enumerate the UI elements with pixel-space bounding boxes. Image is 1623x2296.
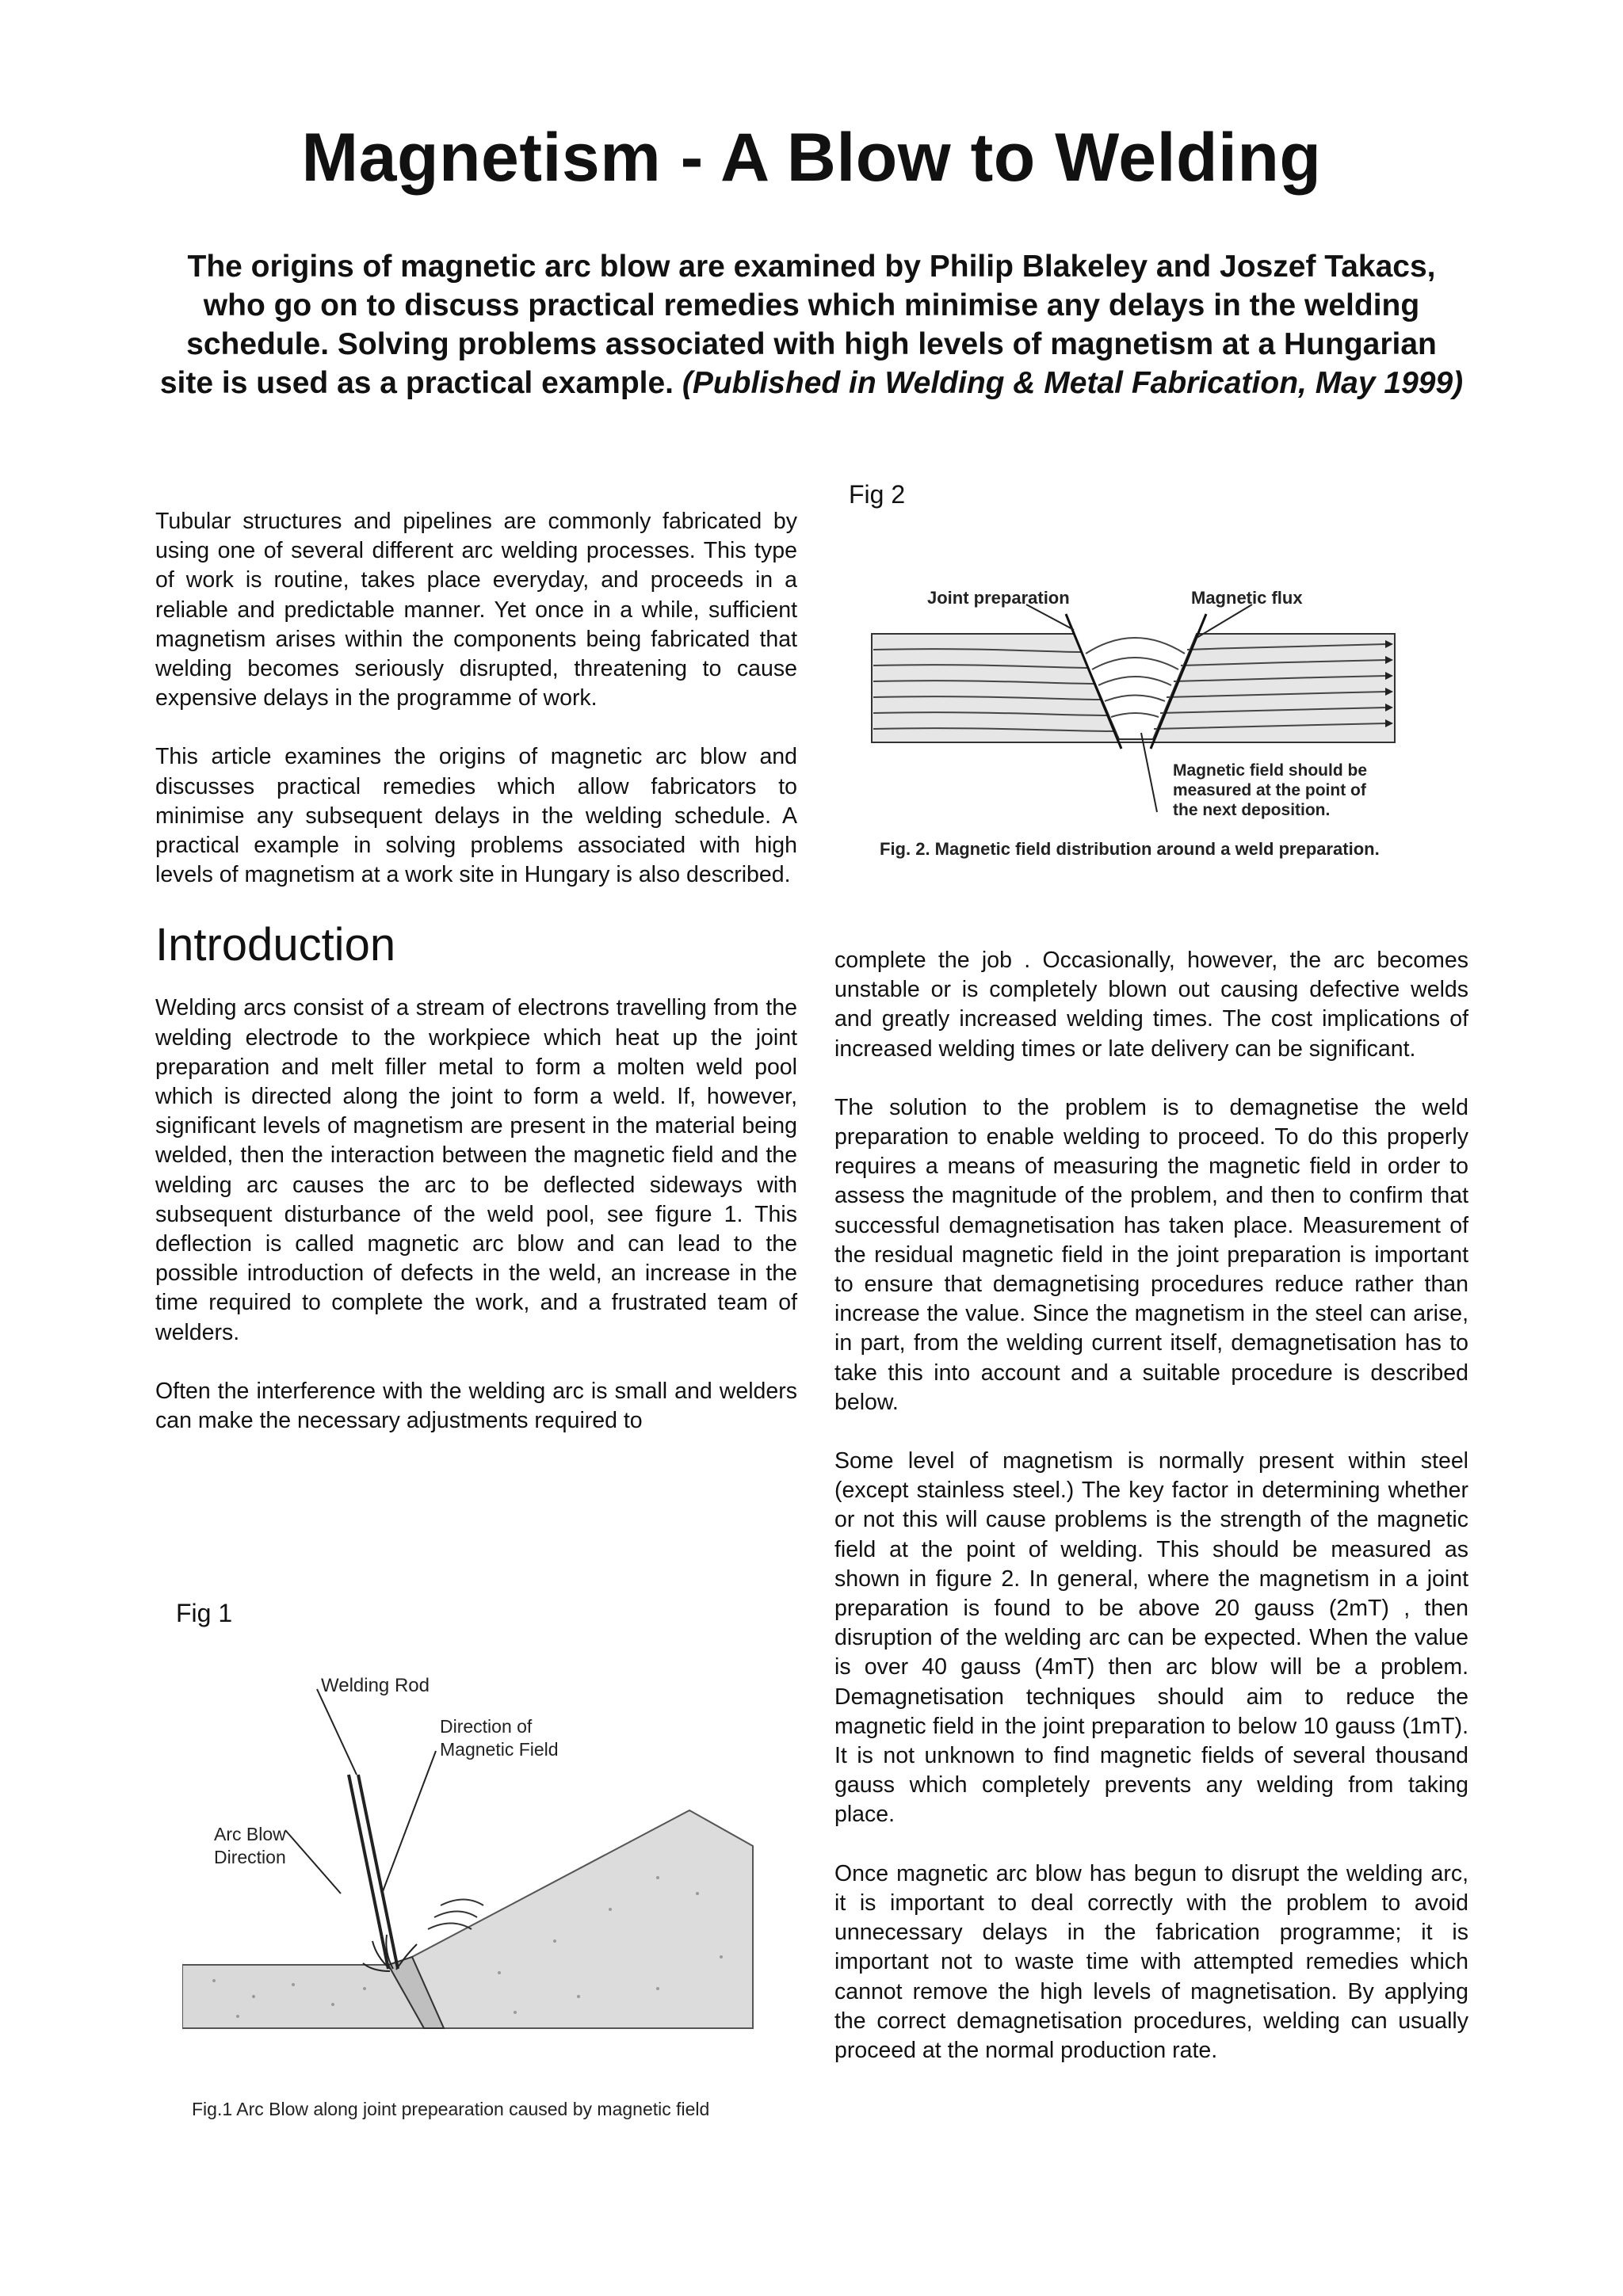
arc-blow-diagram [182, 1656, 785, 2131]
plate-left [182, 1965, 424, 2028]
page-title: Magnetism - A Blow to Welding [301, 120, 1322, 196]
steel-plate [872, 634, 1395, 742]
right-column [834, 946, 1468, 2095]
weld-preparation-diagram [824, 511, 1450, 915]
paragraph: This article examines the origins of magnetic arc blow and discusses practical remedies which allow fabricators to minimise any subsequent delays in the welding schedule. A practical example in solving problems associated with high levels of magnetism at a work site in Hungary is also described. [155, 744, 797, 888]
label-note-line1: Magnetic field should be [1173, 761, 1368, 780]
figure-2 [824, 511, 1450, 915]
label-note-line3: the next deposition. [1173, 801, 1331, 819]
label-arc-blow-line2: Direction [214, 1847, 286, 1867]
label-direction-line2: Magnetic Field [440, 1739, 559, 1760]
publication-note: (Published in Welding & Metal Fabrication, May 1999) [682, 366, 1464, 400]
label-joint-preparation: Joint preparation [927, 588, 1070, 608]
plate-right [412, 1810, 753, 2028]
paragraph: Once magnetic arc blow has begun to disrupt the welding arc, it is important to deal correctly with the problem to avoid unnecessary delays in the fabrication programme; it is important not to waste time with attempted remedies which cannot remove the high levels of magnetisation. By applying the correct demagnetisation procedures, welding can usually proceed at the normal production rate. [834, 1860, 1468, 2063]
fig2-label: Fig 2 [849, 480, 906, 509]
label-welding-rod: Welding Rod [321, 1675, 430, 1696]
fig2-caption: Fig. 2. Magnetic field distribution around a weld preparation. [880, 839, 1380, 859]
paragraph: Welding arcs consist of a stream of electrons travelling from the welding electrode to the workpiece which heat up the joint preparation and melt filler metal to form a molten weld pool which is directed along the joint to form a weld. If, however, significant levels of magnetism are present in the material being welded, then the interaction between the magnetic field and the welding arc causes the arc to be deflected sideways with subsequent disturbance of the weld pool, see figure 1. This deflection is called magnetic arc blow and can lead to the possible introduction of defects in the weld, an increase in the time required to complete the work, and a frustrated team of welders. [155, 995, 797, 1345]
fig1-label: Fig 1 [176, 1599, 233, 1627]
abstract [158, 247, 1465, 402]
paragraph: complete the job . Occasionally, however, the arc becomes unstable or is completely blown out causing defective welds and greatly increased welding times. The cost implications of increased welding times or late delivery can be significant. [834, 948, 1468, 1062]
label-arc-blow-line1: Arc Blow [214, 1824, 286, 1844]
figure-1 [182, 1656, 785, 2131]
label-magnetic-flux: Magnetic flux [1191, 588, 1303, 608]
abstract-text: The origins of magnetic arc blow are examined by Philip Blakeley and Joszef Takacs, who go on to discuss practical remedies which minimise any delays in the welding schedule. Solving problems associated with high levels of magnetism at a Hungarian site is used as a practical example. [159, 250, 1437, 400]
section-heading-introduction: Introduction [155, 919, 396, 971]
paragraph: Some level of magnetism is normally present within steel (except stainless steel.) The key factor in determining whether or not this will cause problems is the strength of the magnetic field at the point of welding. This should be measured as shown in figure 2. In general, where the magnetism in a joint preparation is found to be above 20 gauss (2mT) , then disruption of the welding arc can be expected. When the value is over 40 gauss (4mT) then arc blow will be a problem. Demagnetisation techniques should aim to reduce the magnetic field in the joint preparation to below 10 gauss (1mT). It is not unknown to find magnetic fields of several thousand gauss which completely prevents any welding from taking place. [834, 1448, 1468, 1828]
label-direction-line1: Direction of [440, 1716, 533, 1737]
fig1-caption: Fig.1 Arc Blow along joint prepearation caused by magnetic field [192, 2099, 710, 2119]
left-column [155, 507, 797, 1465]
paragraph: Often the interference with the welding arc is small and welders can make the necessary adjustments required to [155, 1378, 797, 1434]
paragraph: Tubular structures and pipelines are commonly fabricated by using one of several different arc welding processes. This type of work is routine, takes place everyday, and proceeds in a reliable and predictable manner. Yet once in a while, sufficient magnetism arises within the components being fabricated that welding becomes seriously disrupted, threatening to cause expensive delays in the programme of work. [155, 509, 797, 711]
paragraph: The solution to the problem is to demagnetise the weld preparation to enable welding to proceed. To do this properly requires a means of measuring the magnetic field in order to assess the magnitude of the problem, and then to confirm that successful demagnetisation has taken place. Measurement of the residual magnetic field in the joint preparation is important to ensure that demagnetising procedures reduce rather than increase the value. Since the magnetism in the steel can arise, in part, from the welding current itself, demagnetisation has to take this into account and a suitable procedure is described below. [834, 1094, 1468, 1415]
label-note-line2: measured at the point of [1173, 781, 1366, 799]
